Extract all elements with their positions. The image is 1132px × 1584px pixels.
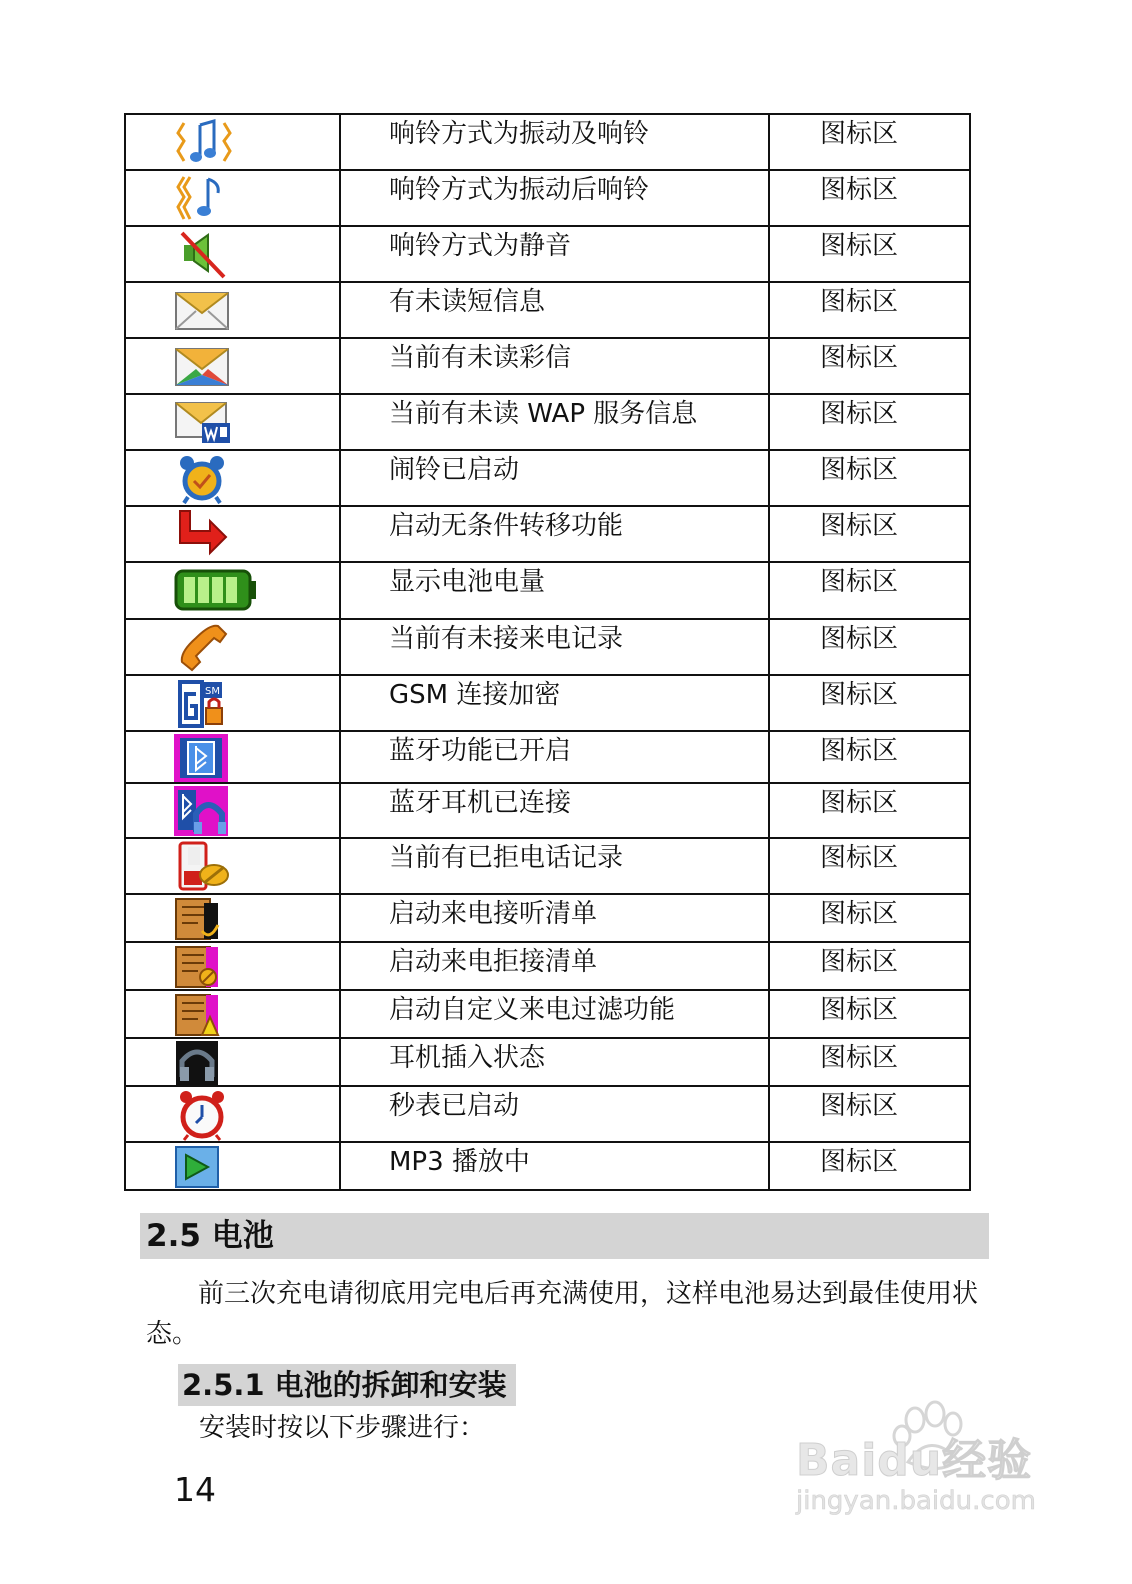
battery-paragraph: 前三次充电请彻底用完电后再充满使用，这样电池易达到最佳使用状态。 bbox=[146, 1279, 979, 1349]
description-cell bbox=[340, 731, 769, 783]
status-icon-table bbox=[124, 113, 971, 1191]
silent-mode-icon bbox=[126, 227, 339, 281]
icon-area-label: 图标区 bbox=[820, 287, 899, 317]
icon-cell bbox=[125, 170, 340, 226]
icon-cell bbox=[125, 450, 340, 506]
icon-cell bbox=[125, 114, 340, 170]
description-cell bbox=[340, 783, 769, 838]
icon-area-label: 图标区 bbox=[820, 511, 899, 541]
icon-description: MP3 播放中 bbox=[389, 1147, 530, 1177]
icon-area-label: 图标区 bbox=[820, 399, 899, 429]
icon-area-label: 图标区 bbox=[820, 175, 899, 205]
description-cell bbox=[340, 338, 769, 394]
icon-area-label: 图标区 bbox=[820, 231, 899, 261]
icon-description: 当前有未读 WAP 服务信息 bbox=[389, 399, 698, 429]
table-row bbox=[125, 942, 970, 990]
icon-area-label: 图标区 bbox=[820, 1091, 899, 1121]
bluetooth-headset-icon bbox=[126, 784, 339, 836]
area-cell bbox=[769, 450, 970, 506]
icon-cell bbox=[125, 282, 340, 338]
icon-cell bbox=[125, 394, 340, 450]
watermark-logo-text: Baidu经验 bbox=[796, 1435, 1033, 1486]
area-cell bbox=[769, 394, 970, 450]
table-row bbox=[125, 838, 970, 894]
watermark-url: jingyan.baidu.com bbox=[796, 1486, 1036, 1516]
call-filter-icon bbox=[126, 991, 339, 1037]
area-cell bbox=[769, 894, 970, 942]
description-cell bbox=[340, 114, 769, 170]
icon-cell bbox=[125, 783, 340, 838]
table-row bbox=[125, 114, 970, 170]
icon-cell bbox=[125, 1086, 340, 1142]
area-cell bbox=[769, 675, 970, 731]
section-title: 2.5 电池 bbox=[146, 1218, 274, 1254]
icon-cell bbox=[125, 942, 340, 990]
description-cell bbox=[340, 942, 769, 990]
area-cell bbox=[769, 1038, 970, 1086]
gsm-encryption-icon bbox=[126, 676, 339, 730]
area-cell bbox=[769, 990, 970, 1038]
icon-area-label: 图标区 bbox=[820, 567, 899, 597]
description-cell bbox=[340, 170, 769, 226]
svg-text:SM: SM bbox=[205, 686, 220, 697]
icon-description: 启动来电接听清单 bbox=[389, 899, 598, 929]
subsection-title: 2.5.1 电池的拆卸和安装 bbox=[182, 1368, 507, 1402]
icon-description: 当前有未接来电记录 bbox=[389, 624, 624, 654]
icon-cell bbox=[125, 562, 340, 619]
area-cell bbox=[769, 942, 970, 990]
icon-cell bbox=[125, 506, 340, 562]
icon-description: 蓝牙耳机已连接 bbox=[389, 788, 572, 818]
icon-cell bbox=[125, 619, 340, 675]
table-row bbox=[125, 338, 970, 394]
description-cell bbox=[340, 506, 769, 562]
icon-area-label: 图标区 bbox=[820, 680, 899, 710]
table-row bbox=[125, 619, 970, 675]
description-cell bbox=[340, 394, 769, 450]
icon-cell bbox=[125, 1142, 340, 1190]
area-cell bbox=[769, 731, 970, 783]
icon-area-label: 图标区 bbox=[820, 947, 899, 977]
description-cell bbox=[340, 990, 769, 1038]
icon-description: 秒表已启动 bbox=[389, 1091, 520, 1121]
description-cell bbox=[340, 450, 769, 506]
icon-description: 闹铃已启动 bbox=[389, 455, 520, 485]
area-cell bbox=[769, 282, 970, 338]
icon-description: 当前有已拒电话记录 bbox=[389, 843, 624, 873]
icon-cell bbox=[125, 731, 340, 783]
area-cell bbox=[769, 783, 970, 838]
description-cell bbox=[340, 894, 769, 942]
icon-description: 当前有未读彩信 bbox=[389, 343, 572, 373]
icon-description: 耳机插入状态 bbox=[389, 1043, 546, 1073]
area-cell bbox=[769, 562, 970, 619]
icon-description: 蓝牙功能已开启 bbox=[389, 736, 572, 766]
icon-area-label: 图标区 bbox=[820, 995, 899, 1025]
icon-area-label: 图标区 bbox=[820, 455, 899, 485]
table-row bbox=[125, 1142, 970, 1190]
icon-description: 有未读短信息 bbox=[389, 287, 546, 317]
area-cell bbox=[769, 226, 970, 282]
headset-plugged-icon bbox=[126, 1039, 339, 1085]
icon-cell bbox=[125, 894, 340, 942]
icon-description: 响铃方式为振动后响铃 bbox=[389, 175, 650, 205]
description-cell bbox=[340, 282, 769, 338]
table-row bbox=[125, 282, 970, 338]
description-cell bbox=[340, 562, 769, 619]
description-cell bbox=[340, 1086, 769, 1142]
call-forward-icon bbox=[126, 507, 339, 561]
icon-description: 响铃方式为静音 bbox=[389, 231, 572, 261]
unread-mms-icon bbox=[126, 339, 339, 393]
icon-cell bbox=[125, 838, 340, 894]
rejected-call-icon bbox=[126, 839, 339, 893]
table-row bbox=[125, 894, 970, 942]
icon-area-label: 图标区 bbox=[820, 624, 899, 654]
table-row bbox=[125, 450, 970, 506]
icon-description: GSM 连接加密 bbox=[389, 680, 561, 710]
table-row bbox=[125, 1038, 970, 1086]
description-cell bbox=[340, 1142, 769, 1190]
icon-description: 启动无条件转移功能 bbox=[389, 511, 624, 541]
mp3-playing-icon bbox=[126, 1143, 339, 1189]
table-row bbox=[125, 506, 970, 562]
icon-cell bbox=[125, 338, 340, 394]
icon-cell bbox=[125, 226, 340, 282]
battery-level-icon bbox=[126, 563, 339, 615]
table-row bbox=[125, 783, 970, 838]
area-cell bbox=[769, 619, 970, 675]
table-row bbox=[125, 170, 970, 226]
unread-wap-push-icon bbox=[126, 395, 339, 449]
icon-area-label: 图标区 bbox=[820, 736, 899, 766]
call-whitelist-icon bbox=[126, 895, 339, 941]
table-row bbox=[125, 226, 970, 282]
table-row bbox=[125, 562, 970, 619]
description-cell bbox=[340, 619, 769, 675]
stopwatch-icon bbox=[126, 1087, 339, 1141]
unread-sms-icon bbox=[126, 283, 339, 337]
vibrate-then-ring-icon bbox=[126, 171, 339, 225]
icon-cell bbox=[125, 990, 340, 1038]
area-cell bbox=[769, 170, 970, 226]
table-row bbox=[125, 675, 970, 731]
table-row bbox=[125, 731, 970, 783]
area-cell bbox=[769, 1086, 970, 1142]
icon-area-label: 图标区 bbox=[820, 1043, 899, 1073]
page-number: 14 bbox=[174, 1470, 216, 1509]
icon-area-label: 图标区 bbox=[820, 1147, 899, 1177]
description-cell bbox=[340, 675, 769, 731]
table-row bbox=[125, 990, 970, 1038]
alarm-clock-icon bbox=[126, 451, 339, 505]
icon-area-label: 图标区 bbox=[820, 788, 899, 818]
icon-description: 启动自定义来电过滤功能 bbox=[389, 995, 676, 1025]
install-steps-intro: 安装时按以下步骤进行： bbox=[199, 1413, 486, 1443]
call-blacklist-icon bbox=[126, 943, 339, 989]
icon-description: 响铃方式为振动及响铃 bbox=[389, 119, 650, 149]
missed-call-icon bbox=[126, 620, 339, 674]
area-cell bbox=[769, 838, 970, 894]
icon-area-label: 图标区 bbox=[820, 119, 899, 149]
bluetooth-on-icon bbox=[126, 732, 339, 782]
icon-area-label: 图标区 bbox=[820, 343, 899, 373]
icon-area-label: 图标区 bbox=[820, 843, 899, 873]
area-cell bbox=[769, 338, 970, 394]
area-cell bbox=[769, 1142, 970, 1190]
area-cell bbox=[769, 114, 970, 170]
vibrate-and-ring-icon bbox=[126, 115, 339, 169]
table-row bbox=[125, 1086, 970, 1142]
icon-cell bbox=[125, 675, 340, 731]
icon-description: 启动来电拒接清单 bbox=[389, 947, 598, 977]
icon-area-label: 图标区 bbox=[820, 899, 899, 929]
description-cell bbox=[340, 1038, 769, 1086]
table-row bbox=[125, 394, 970, 450]
area-cell bbox=[769, 506, 970, 562]
icon-cell bbox=[125, 1038, 340, 1086]
description-cell bbox=[340, 226, 769, 282]
icon-description: 显示电池电量 bbox=[389, 567, 546, 597]
description-cell bbox=[340, 838, 769, 894]
